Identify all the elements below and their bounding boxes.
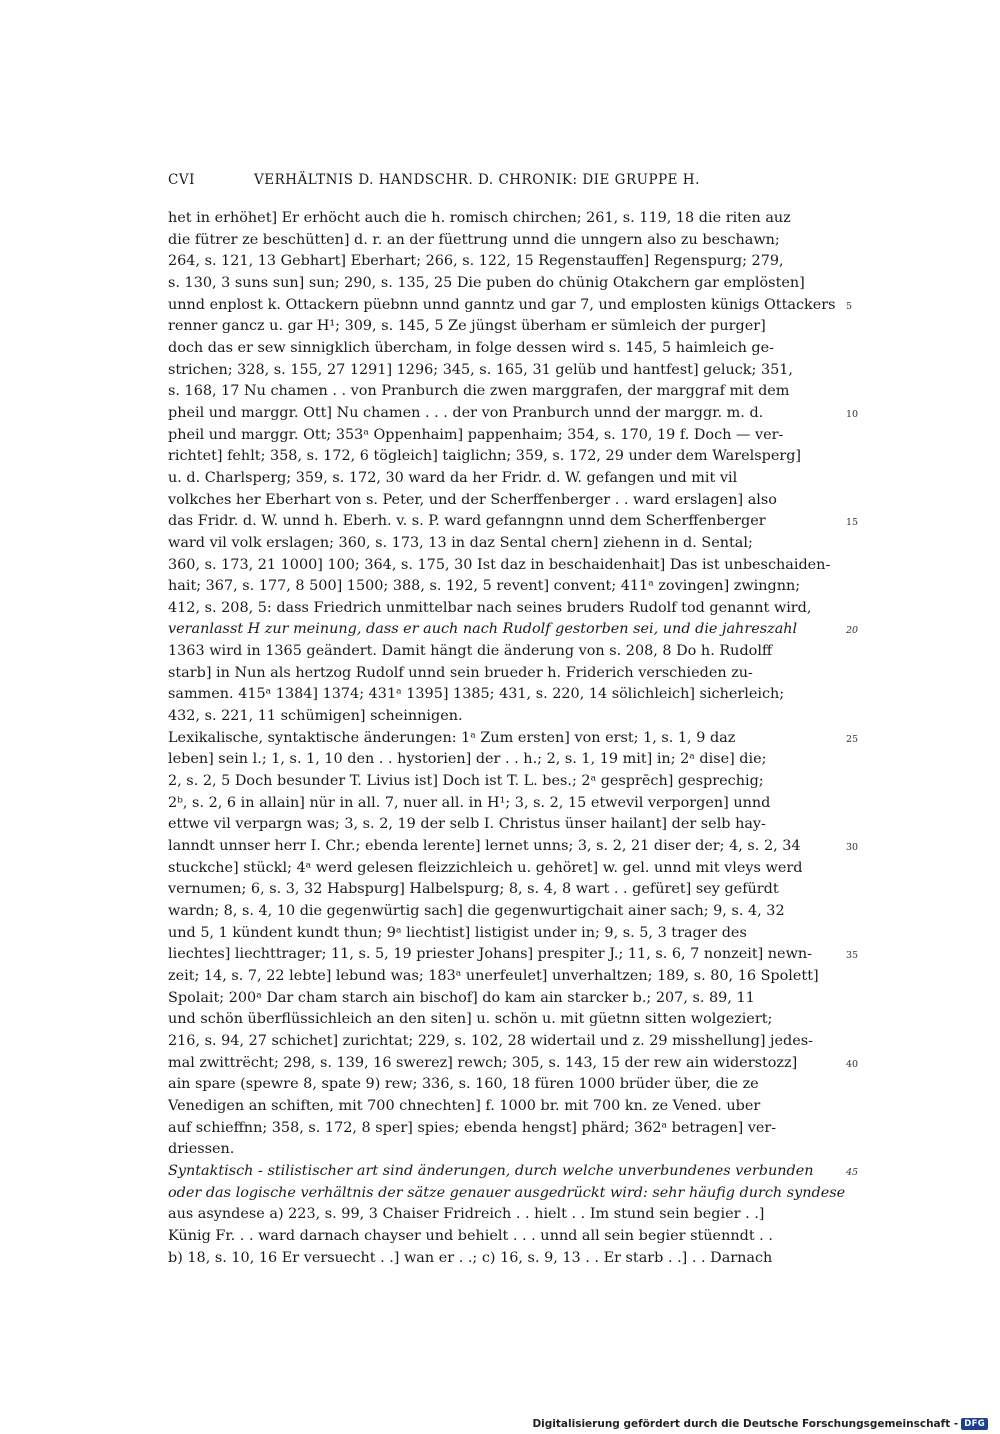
text-line [168, 511, 859, 533]
text-line [168, 1053, 859, 1075]
footer-credit: Digitalisierung gefördert durch die Deutsche Forschungsgemeinschaft - [532, 1418, 959, 1430]
text-line [168, 251, 840, 273]
line-text: 2ᵇ, s. 2, 6 in allain] nür in all. 7, nuer all. in H¹; 3, s. 2, 15 etwevil verporgen] unnd [168, 794, 771, 811]
line-number: 30 [846, 842, 859, 854]
text-line [168, 944, 859, 966]
text-line [168, 1183, 846, 1205]
line-text: doch das er sew sinnigklich übercham, in folge dessen wird s. 145, 5 haimleich ge- [168, 339, 775, 356]
text-line [168, 468, 840, 490]
text-line [168, 295, 853, 317]
text-line [168, 555, 840, 577]
text-line [168, 641, 840, 663]
line-text: liechtes] liechttrager; 11, s. 5, 19 priester Johans] prespiter J.; 11, s. 6, 7 nonzeit] newn- [168, 946, 813, 963]
line-text: starb] in Nun als hertzog Rudolf unnd sein brueder h. Friderich verschieden zu- [168, 664, 753, 681]
text-line [168, 749, 840, 771]
line-number: 45 [846, 1166, 859, 1178]
text-line [168, 316, 840, 338]
page-number: CVI [168, 172, 195, 188]
line-text: auf schieffnn; 358, s. 172, 8 sper] spies; ebenda hengst] phärd; 362ᵃ betragen] ver- [168, 1119, 777, 1136]
text-line [168, 338, 840, 360]
running-title: VERHÄLTNIS D. HANDSCHR. D. CHRONIK: DIE GRUPPE H. [254, 172, 700, 188]
line-text: wardn; 8, s. 4, 10 die gegenwürtig sach] die gegenwurtigchait ainer sach; 9, s. 4, 32 [168, 903, 785, 919]
line-text: 2, s. 2, 5 Doch besunder T. Livius ist] Doch ist T. L. bes.; 2ᵃ gesprēch] gesprechig; [168, 773, 764, 790]
line-text: ward vil volk erslagen; 360, s. 173, 13 in daz Sental chern] ziehenn in d. Sental; [168, 534, 753, 551]
text-line [168, 966, 840, 988]
line-text: 216, s. 94, 27 schichet] zurichtat; 229, s. 102, 28 widertail und z. 29 misshellung] jedes- [168, 1032, 814, 1049]
line-text: stuckche] stückl; 4ᵃ werd gelesen fleizzichleich u. gehöret] w. gel. unnd mit vleys werd [168, 859, 803, 876]
line-text: richtet] fehlt; 358, s. 172, 6 tögleich] taiglichn; 359, s. 172, 29 under dem Warelsperg] [168, 448, 802, 465]
line-number: 35 [846, 950, 859, 962]
line-text: Lexikalische, syntaktische änderungen: 1ᵃ Zum ersten] von erst; 1, s. 1, 9 daz [168, 729, 736, 746]
text-line [168, 1161, 859, 1183]
line-text: pheil und marggr. Ott] Nu chamen . . . der von Pranburch unnd der marggr. m. d. [168, 404, 764, 421]
line-text: het in erhöhet] Er erhöcht auch die h. romisch chirchen; 261, s. 119, 18 die riten auz [168, 210, 791, 226]
line-text: oder das logische verhältnis der sätze genauer ausgedrückt wird: sehr häufig durch syndese [168, 1184, 846, 1201]
text-line [168, 381, 840, 403]
line-text: ain spare (spewre 8, spate 9) rew; 336, s. 160, 18 füren 1000 brüder über, die ze [168, 1076, 759, 1093]
line-text: das Fridr. d. W. unnd h. Eberh. v. s. P. ward gefanngnn unnd dem Scherffenberger [168, 513, 766, 530]
line-text: hait; 367, s. 177, 8 500] 1500; 388, s. 192, 5 revent] convent; 411ᵃ zovingen] zwingnn; [168, 578, 801, 595]
line-text: strichen; 328, s. 155, 27 1291] 1296; 345, s. 165, 31 gelüb und hantfest] geluck; 351, [168, 361, 793, 378]
text-line [168, 598, 840, 620]
text-line [168, 230, 840, 252]
text-line [168, 793, 840, 815]
text-line [168, 771, 840, 793]
line-text: und 5, 1 kündent kundt thun; 9ᵃ liechtist] listigist under in; 9, s. 5, 3 trager des [168, 924, 747, 941]
text-line [168, 1074, 840, 1096]
text-line [168, 706, 840, 728]
body-text [168, 208, 859, 1269]
line-text: leben] sein l.; 1, s. 1, 10 den . . hystorien] der . . h.; 2, s. 1, 19 mit] in; 2ᵃ dise] die; [168, 751, 767, 768]
text-line [168, 208, 840, 230]
text-line [168, 1031, 840, 1053]
text-line [168, 988, 840, 1010]
line-text: die fütrer ze beschütten] d. r. an der füettrung unnd die unngern also zu beschawn; [168, 231, 780, 248]
line-text: pheil und marggr. Ott; 353ᵃ Oppenhaim] pappenhaim; 354, s. 170, 19 f. Doch — ver- [168, 426, 784, 443]
line-number: 10 [846, 408, 859, 420]
line-text: sammen. 415ᵃ 1384] 1374; 431ᵃ 1395] 1385; 431, s. 220, 14 sölichleich] sicherleich; [168, 686, 785, 703]
text-line [168, 923, 840, 945]
line-text: 360, s. 173, 21 1000] 100; 364, s. 175, 30 Ist daz in beschaidenhait] Das ist unbeschaiden- [168, 556, 831, 573]
digitization-footer [532, 1418, 988, 1430]
text-line [168, 273, 840, 295]
text-line [168, 619, 859, 641]
line-text: Spolait; 200ᵃ Dar cham starch ain bischof] do kam ain starcker b.; 207, s. 89, 11 [168, 989, 755, 1006]
line-text: ettwe vil verpargn was; 3, s. 2, 19 der selb I. Christus ünser hailant] der selb hay- [168, 816, 766, 833]
text-line [168, 425, 840, 447]
line-text: driessen. [168, 1141, 235, 1158]
line-number: 15 [846, 517, 859, 529]
text-line [168, 446, 840, 468]
text-line [168, 663, 840, 685]
line-text: veranlasst H zur meinung, dass er auch nach Rudolf gestorben sei, und die jahreszahl [168, 621, 798, 638]
text-line [168, 836, 859, 858]
text-line [168, 1009, 840, 1031]
line-text: 1363 wird in 1365 geändert. Damit hängt die änderung von s. 208, 8 Do h. Rudolff [168, 643, 773, 660]
line-text: Venedigen an schiften, mit 700 chnechten] f. 1000 br. mit 700 kn. ze Vened. uber [168, 1097, 761, 1114]
text-line [168, 576, 840, 598]
text-line [168, 490, 840, 512]
line-text: s. 168, 17 Nu chamen . . von Pranburch die zwen marggrafen, der marggraf mit dem [168, 383, 790, 400]
line-text: 412, s. 208, 5: dass Friedrich unmittelbar nach seines bruders Rudolf tod genannt wird, [168, 599, 812, 616]
dfg-logo-icon: DFG [961, 1418, 988, 1430]
text-line [168, 533, 840, 555]
line-text: 432, s. 221, 11 schümigen] scheinnigen. [168, 708, 463, 725]
line-text: volkches her Eberhart von s. Peter, und der Scherffenberger . . ward erslagen] also [168, 491, 777, 508]
line-number: 40 [846, 1058, 859, 1070]
line-text: u. d. Charlsperg; 359, s. 172, 30 ward da her Fridr. d. W. gefangen und mit vil [168, 469, 738, 486]
text-line [168, 879, 840, 901]
text-line [168, 814, 840, 836]
text-line [168, 684, 840, 706]
line-text: aus asyndese a) 223, s. 99, 3 Chaiser Fridreich . . hielt . . Im stund sein begier . .] [168, 1206, 765, 1223]
line-text: 264, s. 121, 13 Gebhart] Eberhart; 266, s. 122, 15 Regenstauffen] Regenspurg; 279, [168, 253, 784, 270]
text-line [168, 858, 840, 880]
text-line [168, 1248, 840, 1270]
text-line [168, 1096, 840, 1118]
line-number: 25 [846, 733, 859, 745]
line-text: Künig Fr. . . ward darnach chayser und behielt . . . unnd all sein begier stüenndt . . [168, 1227, 773, 1244]
text-line [168, 901, 840, 923]
line-text: und schön überflüssichleich an den siten] u. schön u. mit güetnn sitten wolgeziert; [168, 1011, 773, 1028]
line-text: vernumen; 6, s. 3, 32 Habspurg] Halbelspurg; 8, s. 4, 8 wart . . gefüret] sey gefürdt [168, 881, 779, 898]
line-number: 5 [846, 300, 853, 312]
text-line [168, 1226, 840, 1248]
text-line [168, 1204, 840, 1226]
line-number: 20 [846, 625, 859, 637]
line-text: mal zwittrëcht; 298, s. 139, 16 swerez] rewch; 305, s. 143, 15 der rew ain widerstozz] [168, 1054, 798, 1071]
line-text: s. 130, 3 suns sun] sun; 290, s. 135, 25 Die puben do chünig Otakchern gar emplösten] [168, 274, 805, 291]
line-text: Syntaktisch - stilistischer art sind änderungen, durch welche unverbundenes verbunden [168, 1162, 814, 1179]
line-text: b) 18, s. 10, 16 Er versuecht . .] wan er . .; c) 16, s. 9, 13 . . Er starb . .] . . Darnach [168, 1249, 773, 1266]
text-line [168, 403, 859, 425]
text-line [168, 1118, 840, 1140]
line-text: unnd enplost k. Ottackern püebnn unnd ganntz und gar 7, und emplosten künigs Ottackers [168, 296, 836, 313]
text-line [168, 1139, 840, 1161]
text-line [168, 360, 840, 382]
line-text: renner gancz u. gar H¹; 309, s. 145, 5 Ze jüngst überham er sümleich der purger] [168, 318, 766, 335]
line-text: zeit; 14, s. 7, 22 lebte] lebund was; 183ᵃ unerfeulet] unverhaltzen; 189, s. 80, 16 Spolett] [168, 967, 819, 984]
line-text: lanndt unnser herr I. Chr.; ebenda lerente] lernet unns; 3, s. 2, 21 diser der; 4, s. 2, 34 [168, 838, 801, 855]
text-line [168, 728, 859, 750]
